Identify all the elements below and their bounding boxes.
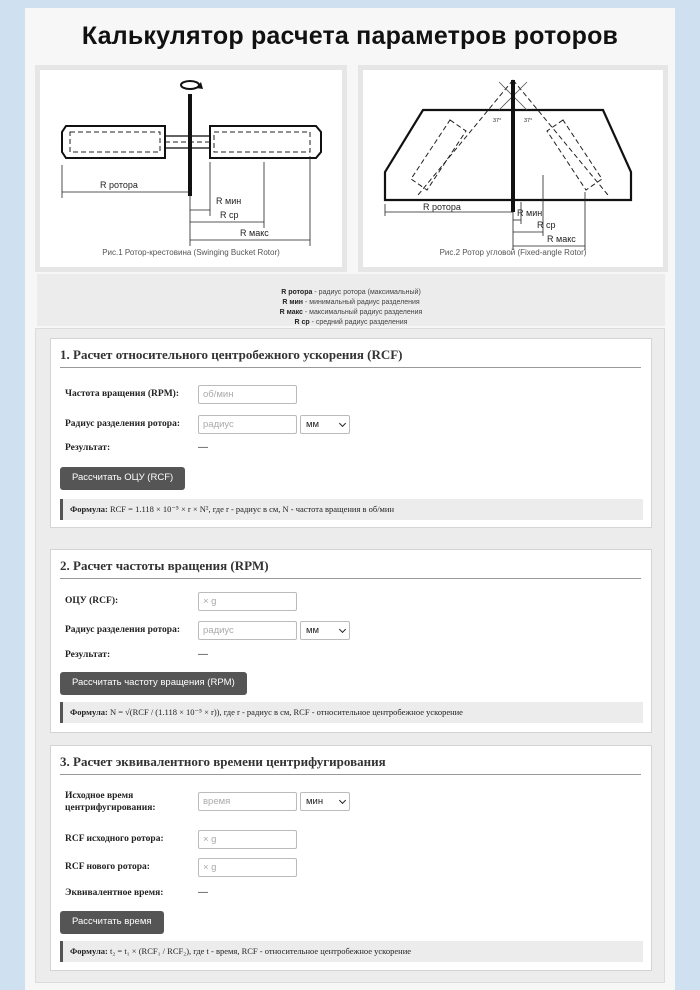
radius-input[interactable]: радиус — [198, 415, 297, 434]
legend-item: R ротора - радиус ротора (максимальный) — [281, 289, 421, 296]
swinging-bucket-rotor-figure — [35, 65, 347, 272]
fixed-angle-rotor-diagram — [363, 70, 663, 267]
rcf-source-input[interactable]: × g — [198, 830, 297, 849]
rpm-section-heading: 2. Расчет частоты вращения (RPM) — [60, 558, 641, 579]
fig2-label-r-rotor: R ротора — [423, 202, 461, 212]
fig2-label-r-cp: R ср — [537, 220, 556, 230]
rcf-section-heading: 1. Расчет относительного центробежного ускорения (RCF) — [60, 347, 641, 368]
calculate-rpm-button[interactable]: Рассчитать частоту вращения (RPM) — [60, 672, 247, 695]
swinging-bucket-rotor-diagram — [40, 70, 342, 267]
fig2-angle-left: 37° — [493, 118, 502, 124]
result-value: — — [198, 887, 208, 898]
rpm-calculator-card — [50, 549, 652, 733]
time-section-heading: 3. Расчет эквивалентного времени центрифугирования — [60, 754, 641, 775]
legend — [37, 274, 665, 326]
radius-input[interactable]: радиус — [198, 621, 297, 640]
legend-item: R мин - минимальный радиус разделения — [282, 299, 420, 306]
rcf-label: ОЦУ (RCF): — [65, 596, 119, 606]
radius-label: Радиус разделения ротора: — [65, 419, 180, 429]
fixed-angle-rotor-figure — [358, 65, 668, 272]
rcf-formula: Формула: RCF = 1.118 × 10⁻⁵ × r × N², где r - радиус в см, N - частота вращения в об/мин — [60, 499, 643, 520]
time-label: Исходное время центрифугирования: — [65, 791, 156, 813]
chevron-down-icon — [339, 626, 346, 633]
chevron-down-icon — [339, 420, 346, 427]
result-label: Результат: — [65, 650, 111, 660]
page — [25, 8, 675, 990]
radius-label: Радиус разделения ротора: — [65, 625, 180, 635]
time-formula: Формула: t₂ = t₁ × (RCF₁ / RCF₂), где t - время, RCF - относительное центробежное ускорение — [60, 941, 643, 962]
rcf-new-input[interactable]: × g — [198, 858, 297, 877]
result-value: — — [198, 649, 208, 660]
rpm-input[interactable]: об/мин — [198, 385, 297, 404]
fig1-caption: Рис.1 Ротор-крестовина (Swinging Bucket Rotor) — [102, 248, 280, 257]
rpm-formula: Формула: N = √(RCF / (1.118 × 10⁻⁵ × r)), где r - радиус в см, RCF - относительное центробежное ускорение — [60, 702, 643, 723]
rcf-source-label: RCF исходного ротора: — [65, 834, 164, 844]
time-calculator-card — [50, 745, 652, 971]
rcf-input[interactable]: × g — [198, 592, 297, 611]
fig2-label-r-max: R макс — [547, 234, 576, 244]
result-label: Результат: — [65, 443, 111, 453]
fig2-caption: Рис.2 Ротор угловой (Fixed-angle Rotor) — [439, 248, 587, 257]
rcf-calculator-card — [50, 338, 652, 528]
result-label: Эквивалентное время: — [65, 888, 164, 898]
calculate-rcf-button[interactable]: Рассчитать ОЦУ (RCF) — [60, 467, 185, 490]
fig1-label-r-min: R мин — [216, 196, 242, 206]
fig2-angle-right: 37° — [524, 118, 533, 124]
fig1-label-r-max: R макс — [240, 228, 269, 238]
time-input[interactable]: время — [198, 792, 297, 811]
rpm-label: Частота вращения (RPM): — [65, 389, 179, 399]
fig2-label-r-min: R мин — [517, 208, 543, 218]
page-title: Калькулятор расчета параметров роторов — [81, 22, 619, 50]
fig1-label-r-rotor: R ротора — [100, 180, 138, 190]
time-unit-select[interactable]: мин — [300, 792, 350, 811]
legend-item: R макс - максимальный радиус разделения — [279, 309, 423, 316]
radius-unit-select[interactable]: мм — [300, 415, 350, 434]
fig1-label-r-cp: R ср — [220, 210, 239, 220]
rcf-new-label: RCF нового ротора: — [65, 862, 150, 872]
calculate-time-button[interactable]: Рассчитать время — [60, 911, 164, 934]
radius-unit-select[interactable]: мм — [300, 621, 350, 640]
chevron-down-icon — [339, 797, 346, 804]
result-value: — — [198, 442, 208, 453]
legend-item: R ср - средний радиус разделения — [294, 319, 408, 326]
